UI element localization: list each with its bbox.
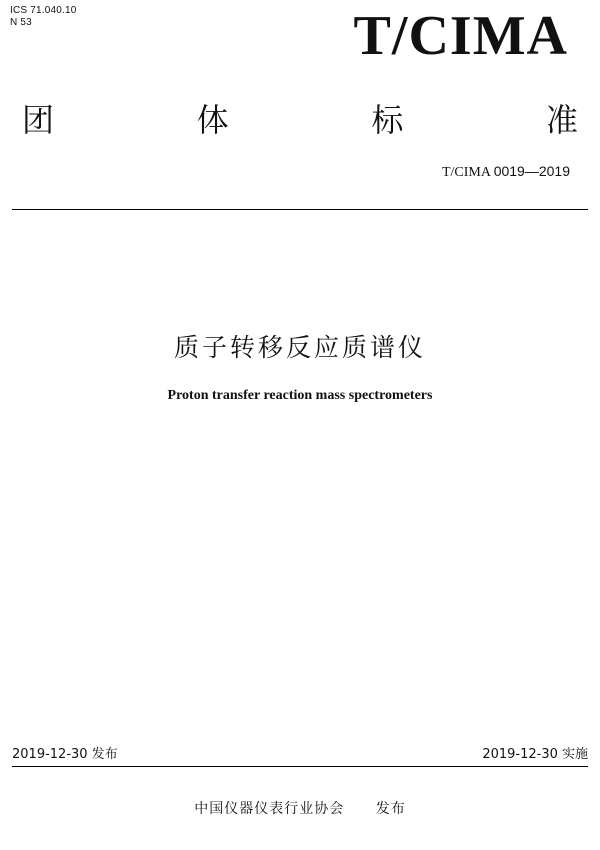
implementation-date: 2019-12-30 实施	[482, 747, 588, 762]
standard-logo: T/CIMA	[353, 5, 568, 67]
document-title-chinese: 质子转移反应质谱仪	[173, 333, 426, 362]
ccs-code: N 53	[10, 17, 32, 28]
standard-number	[442, 162, 570, 182]
bottom-divider	[12, 766, 588, 767]
publish-date: 2019-12-30 发布	[12, 747, 118, 762]
standard-type-char: 准	[545, 101, 578, 139]
standard-type-char: 团	[22, 101, 55, 139]
document-title-english: Proton transfer reaction mass spectrometers	[167, 388, 433, 403]
standard-type-heading	[22, 96, 578, 144]
standard-number-value: 0019—2019	[493, 163, 570, 179]
ics-code: ICS 71.040.10	[10, 5, 77, 16]
standard-number-prefix: T/CIMA	[441, 165, 491, 180]
standard-type-char: 体	[196, 101, 229, 139]
issuing-organization: 中国仪器仪表行业协会 发布	[194, 801, 406, 817]
top-divider	[12, 209, 588, 210]
standard-type-char: 标	[371, 101, 404, 139]
